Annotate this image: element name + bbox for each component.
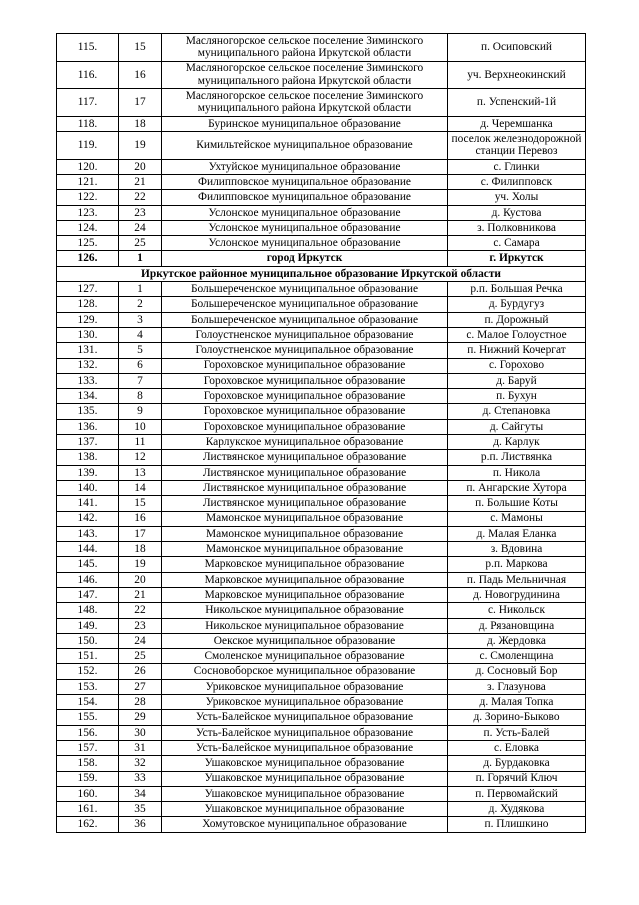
- settlement-name: п. Первомайский: [448, 786, 586, 801]
- table-row: [57, 725, 586, 740]
- table-row: [57, 603, 586, 618]
- table-row: [57, 34, 586, 62]
- municipality-name: Масляногорское сельское поселение Зиминского муниципального района Иркутской области: [162, 89, 448, 117]
- row-number: 148.: [57, 603, 119, 618]
- settlement-name: с. Мамоны: [448, 511, 586, 526]
- row-subnumber: 22: [119, 190, 162, 205]
- table-row: [57, 802, 586, 817]
- table-row: [57, 89, 586, 117]
- row-number: 152.: [57, 664, 119, 679]
- row-number: 160.: [57, 786, 119, 801]
- settlement-name: п. Бухун: [448, 389, 586, 404]
- table-row: [57, 389, 586, 404]
- settlement-name: д. Бурдугуз: [448, 297, 586, 312]
- municipality-name: Услонское муниципальное образование: [162, 205, 448, 220]
- row-number: 115.: [57, 34, 119, 62]
- settlements-table: [56, 33, 586, 833]
- row-number: 136.: [57, 419, 119, 434]
- row-subnumber: 22: [119, 603, 162, 618]
- municipality-name: Хомутовское муниципальное образование: [162, 817, 448, 832]
- row-subnumber: 24: [119, 633, 162, 648]
- municipality-name: Уриковское муниципальное образование: [162, 679, 448, 694]
- row-number: 140.: [57, 480, 119, 495]
- row-subnumber: 6: [119, 358, 162, 373]
- municipality-name: Гороховское муниципальное образование: [162, 373, 448, 388]
- settlement-name: д. Малая Топка: [448, 695, 586, 710]
- settlement-name: д. Баруй: [448, 373, 586, 388]
- row-subnumber: 18: [119, 116, 162, 131]
- row-subnumber: 11: [119, 435, 162, 450]
- municipality-name: Оекское муниципальное образование: [162, 633, 448, 648]
- row-number: 126.: [57, 251, 119, 266]
- row-subnumber: 13: [119, 465, 162, 480]
- settlement-name: д. Жердовка: [448, 633, 586, 648]
- municipality-name: Листвянское муниципальное образование: [162, 480, 448, 495]
- table-row: [57, 511, 586, 526]
- table-row: [57, 480, 586, 495]
- row-subnumber: 30: [119, 725, 162, 740]
- row-number: 145.: [57, 557, 119, 572]
- table-row: [57, 771, 586, 786]
- row-number: 155.: [57, 710, 119, 725]
- row-subnumber: 29: [119, 710, 162, 725]
- row-subnumber: 31: [119, 740, 162, 755]
- table-row: [57, 205, 586, 220]
- row-number: 150.: [57, 633, 119, 648]
- municipality-name: Мамонское муниципальное образование: [162, 526, 448, 541]
- municipality-name: Никольское муниципальное образование: [162, 603, 448, 618]
- row-subnumber: 1: [119, 251, 162, 266]
- row-number: 146.: [57, 572, 119, 587]
- row-number: 149.: [57, 618, 119, 633]
- table-row: [57, 236, 586, 251]
- municipality-name: Смоленское муниципальное образование: [162, 649, 448, 664]
- table-row: [57, 542, 586, 557]
- row-subnumber: 15: [119, 34, 162, 62]
- municipality-name: Усть-Балейское муниципальное образование: [162, 710, 448, 725]
- row-subnumber: 12: [119, 450, 162, 465]
- row-number: 154.: [57, 695, 119, 710]
- settlement-name: д. Бурдаковка: [448, 756, 586, 771]
- table-row: [57, 526, 586, 541]
- municipality-name: Гороховское муниципальное образование: [162, 419, 448, 434]
- municipality-name: Филипповское муниципальное образование: [162, 174, 448, 189]
- table-row: [57, 358, 586, 373]
- row-subnumber: 34: [119, 786, 162, 801]
- table-row: [57, 587, 586, 602]
- table-row: [57, 786, 586, 801]
- row-subnumber: 27: [119, 679, 162, 694]
- row-subnumber: 24: [119, 220, 162, 235]
- table-row: [57, 116, 586, 131]
- municipality-name: Мамонское муниципальное образование: [162, 542, 448, 557]
- settlement-name: д. Кустова: [448, 205, 586, 220]
- row-subnumber: 36: [119, 817, 162, 832]
- row-number: 161.: [57, 802, 119, 817]
- table-row: [57, 220, 586, 235]
- table-row: [57, 297, 586, 312]
- row-number: 118.: [57, 116, 119, 131]
- settlement-name: з. Вдовина: [448, 542, 586, 557]
- municipality-name: Марковское муниципальное образование: [162, 572, 448, 587]
- municipality-name: Голоустненское муниципальное образование: [162, 343, 448, 358]
- municipality-name: Уриковское муниципальное образование: [162, 695, 448, 710]
- row-subnumber: 28: [119, 695, 162, 710]
- settlement-name: уч. Верхнеокинский: [448, 61, 586, 89]
- row-subnumber: 26: [119, 664, 162, 679]
- row-subnumber: 7: [119, 373, 162, 388]
- row-subnumber: 32: [119, 756, 162, 771]
- settlement-name: п. Усть-Балей: [448, 725, 586, 740]
- table-row: [57, 404, 586, 419]
- table-row: [57, 496, 586, 511]
- table-row: [57, 740, 586, 755]
- table-row: [57, 572, 586, 587]
- row-number: 117.: [57, 89, 119, 117]
- municipality-name: Гороховское муниципальное образование: [162, 404, 448, 419]
- settlement-name: з. Глазунова: [448, 679, 586, 694]
- settlement-name: п. Осиповский: [448, 34, 586, 62]
- row-subnumber: 23: [119, 205, 162, 220]
- table-row: [57, 450, 586, 465]
- row-subnumber: 33: [119, 771, 162, 786]
- row-number: 128.: [57, 297, 119, 312]
- row-subnumber: 23: [119, 618, 162, 633]
- table-row: [57, 465, 586, 480]
- row-number: 137.: [57, 435, 119, 450]
- municipality-name: Большереченское муниципальное образование: [162, 282, 448, 297]
- municipality-name: Усть-Балейское муниципальное образование: [162, 725, 448, 740]
- table-row: [57, 343, 586, 358]
- row-number: 151.: [57, 649, 119, 664]
- settlement-name: уч. Холы: [448, 190, 586, 205]
- settlement-name: р.п. Большая Речка: [448, 282, 586, 297]
- municipality-name: Марковское муниципальное образование: [162, 587, 448, 602]
- municipality-name: Гороховское муниципальное образование: [162, 389, 448, 404]
- row-number: 129.: [57, 312, 119, 327]
- row-number: 130.: [57, 327, 119, 342]
- settlement-name: поселок железнодорожной станции Перевоз: [448, 132, 586, 160]
- table-row: [57, 132, 586, 160]
- row-subnumber: 5: [119, 343, 162, 358]
- row-subnumber: 1: [119, 282, 162, 297]
- row-number: 157.: [57, 740, 119, 755]
- municipality-name: Усть-Балейское муниципальное образование: [162, 740, 448, 755]
- settlement-name: д. Степановка: [448, 404, 586, 419]
- row-number: 139.: [57, 465, 119, 480]
- row-number: 153.: [57, 679, 119, 694]
- table-row: [57, 710, 586, 725]
- row-number: 124.: [57, 220, 119, 235]
- row-subnumber: 4: [119, 327, 162, 342]
- row-subnumber: 16: [119, 61, 162, 89]
- row-number: 132.: [57, 358, 119, 373]
- row-subnumber: 18: [119, 542, 162, 557]
- municipality-name: Большереченское муниципальное образование: [162, 297, 448, 312]
- municipality-name: Услонское муниципальное образование: [162, 236, 448, 251]
- municipality-name: Ушаковское муниципальное образование: [162, 771, 448, 786]
- settlement-name: п. Большие Коты: [448, 496, 586, 511]
- row-number: 138.: [57, 450, 119, 465]
- row-number: 141.: [57, 496, 119, 511]
- municipality-name: Масляногорское сельское поселение Зиминского муниципального района Иркутской области: [162, 34, 448, 62]
- table-row: [57, 61, 586, 89]
- row-number: 147.: [57, 587, 119, 602]
- table-row: [57, 373, 586, 388]
- settlement-name: п. Падь Мельничная: [448, 572, 586, 587]
- table-body-bottom: [57, 282, 586, 833]
- row-number: 142.: [57, 511, 119, 526]
- settlement-name: д. Рязановщина: [448, 618, 586, 633]
- row-subnumber: 2: [119, 297, 162, 312]
- municipality-name: Кимильтейское муниципальное образование: [162, 132, 448, 160]
- settlement-name: с. Еловка: [448, 740, 586, 755]
- settlement-name: р.п. Листвянка: [448, 450, 586, 465]
- settlement-name: с. Филипповск: [448, 174, 586, 189]
- row-subnumber: 21: [119, 174, 162, 189]
- row-number: 133.: [57, 373, 119, 388]
- row-subnumber: 14: [119, 480, 162, 495]
- municipality-name: Ушаковское муниципальное образование: [162, 786, 448, 801]
- row-subnumber: 17: [119, 526, 162, 541]
- row-subnumber: 3: [119, 312, 162, 327]
- settlement-name: д. Малая Еланка: [448, 526, 586, 541]
- settlement-name: д. Черемшанка: [448, 116, 586, 131]
- row-subnumber: 8: [119, 389, 162, 404]
- settlement-name: д. Карлук: [448, 435, 586, 450]
- municipality-name: Гороховское муниципальное образование: [162, 358, 448, 373]
- row-number: 125.: [57, 236, 119, 251]
- settlement-name: с. Самара: [448, 236, 586, 251]
- row-number: 158.: [57, 756, 119, 771]
- row-number: 121.: [57, 174, 119, 189]
- municipality-name: Марковское муниципальное образование: [162, 557, 448, 572]
- municipality-name: Услонское муниципальное образование: [162, 220, 448, 235]
- settlement-name: с. Смоленщина: [448, 649, 586, 664]
- row-subnumber: 20: [119, 572, 162, 587]
- settlement-name: д. Худякова: [448, 802, 586, 817]
- table-row: [57, 190, 586, 205]
- municipality-name: Буринское муниципальное образование: [162, 116, 448, 131]
- municipality-name: Листвянское муниципальное образование: [162, 465, 448, 480]
- settlement-name: с. Никольск: [448, 603, 586, 618]
- settlement-name: п. Нижний Кочергат: [448, 343, 586, 358]
- row-subnumber: 9: [119, 404, 162, 419]
- table-row: [57, 679, 586, 694]
- row-subnumber: 15: [119, 496, 162, 511]
- row-subnumber: 19: [119, 557, 162, 572]
- section-heading-row: [57, 266, 586, 281]
- row-number: 119.: [57, 132, 119, 160]
- row-number: 123.: [57, 205, 119, 220]
- settlement-name: д. Сосновый Бор: [448, 664, 586, 679]
- table-row: [57, 557, 586, 572]
- table-row: [57, 435, 586, 450]
- row-number: 159.: [57, 771, 119, 786]
- document-page: [56, 33, 585, 833]
- table-body-top: [57, 34, 586, 267]
- settlement-name: д. Новогрудинина: [448, 587, 586, 602]
- settlement-name: п. Горячий Ключ: [448, 771, 586, 786]
- settlement-name: г. Иркутск: [448, 251, 586, 266]
- settlement-name: з. Полковникова: [448, 220, 586, 235]
- row-number: 134.: [57, 389, 119, 404]
- municipality-name: Листвянское муниципальное образование: [162, 450, 448, 465]
- table-row: [57, 649, 586, 664]
- municipality-name: Карлукское муниципальное образование: [162, 435, 448, 450]
- settlement-name: с. Глинки: [448, 159, 586, 174]
- table-row: [57, 419, 586, 434]
- municipality-name: город Иркутск: [162, 251, 448, 266]
- municipality-name: Филипповское муниципальное образование: [162, 190, 448, 205]
- municipality-name: Ушаковское муниципальное образование: [162, 756, 448, 771]
- row-number: 156.: [57, 725, 119, 740]
- municipality-name: Никольское муниципальное образование: [162, 618, 448, 633]
- settlement-name: д. Зорино-Быково: [448, 710, 586, 725]
- table-row: [57, 327, 586, 342]
- row-subnumber: 20: [119, 159, 162, 174]
- table-row: [57, 251, 586, 266]
- section-heading: Иркутское районное муниципальное образование Иркутской области: [57, 266, 586, 281]
- settlement-name: п. Никола: [448, 465, 586, 480]
- row-number: 120.: [57, 159, 119, 174]
- settlement-name: с. Горохово: [448, 358, 586, 373]
- settlement-name: р.п. Маркова: [448, 557, 586, 572]
- row-subnumber: 19: [119, 132, 162, 160]
- row-number: 127.: [57, 282, 119, 297]
- settlement-name: д. Сайгуты: [448, 419, 586, 434]
- row-number: 144.: [57, 542, 119, 557]
- table-row: [57, 633, 586, 648]
- row-subnumber: 17: [119, 89, 162, 117]
- settlement-name: п. Успенский-1й: [448, 89, 586, 117]
- settlement-name: с. Малое Голоустное: [448, 327, 586, 342]
- row-subnumber: 25: [119, 649, 162, 664]
- row-subnumber: 35: [119, 802, 162, 817]
- row-number: 143.: [57, 526, 119, 541]
- row-subnumber: 21: [119, 587, 162, 602]
- table-row: [57, 664, 586, 679]
- table-row: [57, 312, 586, 327]
- row-number: 116.: [57, 61, 119, 89]
- row-number: 162.: [57, 817, 119, 832]
- settlement-name: п. Плишкино: [448, 817, 586, 832]
- municipality-name: Листвянское муниципальное образование: [162, 496, 448, 511]
- row-number: 131.: [57, 343, 119, 358]
- settlement-name: п. Дорожный: [448, 312, 586, 327]
- municipality-name: Масляногорское сельское поселение Зиминского муниципального района Иркутской области: [162, 61, 448, 89]
- table-row: [57, 174, 586, 189]
- settlement-name: п. Ангарские Хутора: [448, 480, 586, 495]
- row-subnumber: 25: [119, 236, 162, 251]
- table-row: [57, 695, 586, 710]
- table-row: [57, 756, 586, 771]
- municipality-name: Ушаковское муниципальное образование: [162, 802, 448, 817]
- municipality-name: Ухтуйское муниципальное образование: [162, 159, 448, 174]
- table-row: [57, 618, 586, 633]
- municipality-name: Мамонское муниципальное образование: [162, 511, 448, 526]
- table-row: [57, 282, 586, 297]
- table-row: [57, 159, 586, 174]
- municipality-name: Сосновоборское муниципальное образование: [162, 664, 448, 679]
- row-number: 135.: [57, 404, 119, 419]
- municipality-name: Большереченское муниципальное образование: [162, 312, 448, 327]
- section-heading-body: [57, 266, 586, 281]
- row-number: 122.: [57, 190, 119, 205]
- row-subnumber: 10: [119, 419, 162, 434]
- row-subnumber: 16: [119, 511, 162, 526]
- table-row: [57, 817, 586, 832]
- municipality-name: Голоустненское муниципальное образование: [162, 327, 448, 342]
